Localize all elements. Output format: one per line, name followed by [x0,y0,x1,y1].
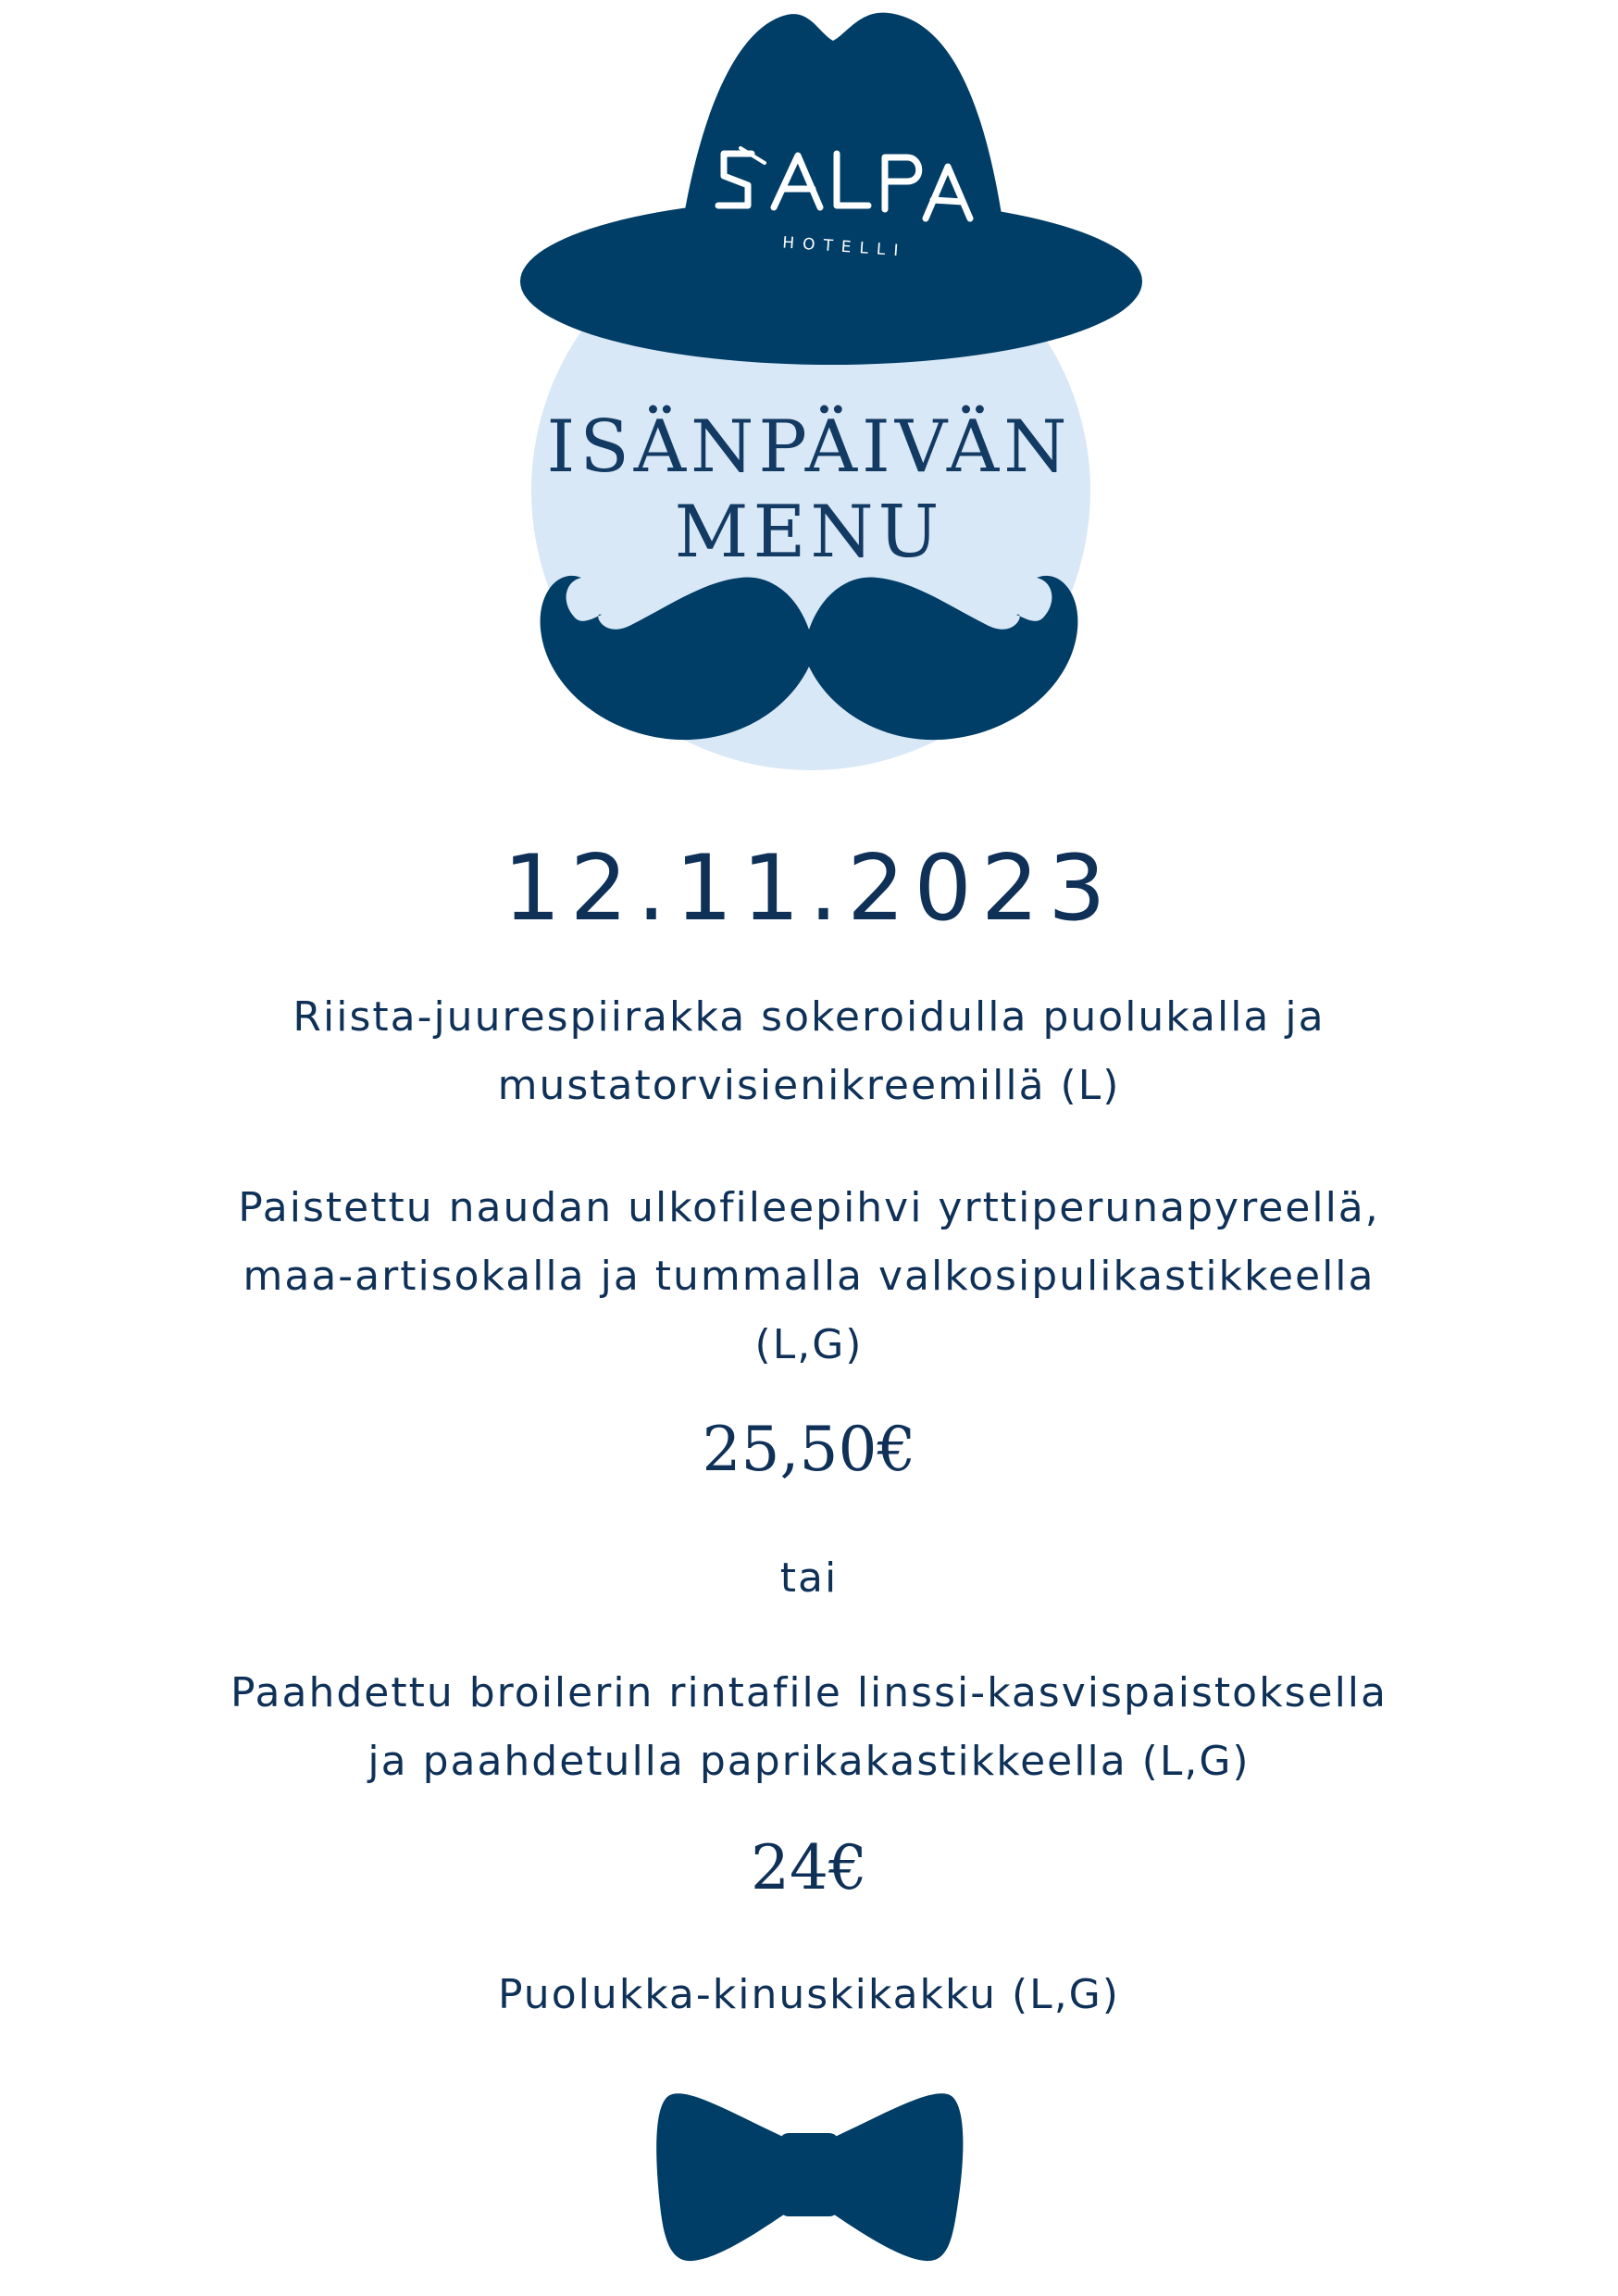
menu-date: 12.11.2023 [503,836,1115,942]
course-3 [111,1659,1507,1796]
price-1: 25,50€ [702,1414,916,1485]
price-2: 24€ [751,1832,867,1903]
title-line-1: ISÄNPÄIVÄN [546,406,1072,489]
hat-icon [520,13,1142,365]
course-2 [111,1174,1507,1379]
course-1-line-2: mustatorvisienikreemillä (L) [497,1062,1121,1109]
course-1 [111,983,1507,1120]
course-3-line-1: Paahdettu broilerin rintafile linssi-kasvispaistoksella [230,1669,1388,1716]
title-line-2: MENU [674,491,944,574]
course-2-line-1: Paistettu naudan ulkofileepihvi yrttiperunapyreellä, [238,1184,1380,1231]
course-1-line-1: Riista-juurespiirakka sokeroidulla puolukalla ja [292,993,1326,1041]
svg-text:HOTELLI: HOTELLI [781,233,908,261]
bow-tie-icon [656,2093,963,2261]
course-4-line-1: Puolukka-kinuskikakku (L,G) [498,1971,1120,2018]
course-3-line-2: ja paahdetulla paprikakastikkeella (L,G) [367,1738,1251,1785]
course-4 [111,1961,1507,2029]
separator-text: tai [779,1554,839,1602]
course-2-line-3: (L,G) [754,1321,864,1368]
course-2-line-2: maa-artisokalla ja tummalla valkosipulikastikkeella [243,1253,1375,1300]
